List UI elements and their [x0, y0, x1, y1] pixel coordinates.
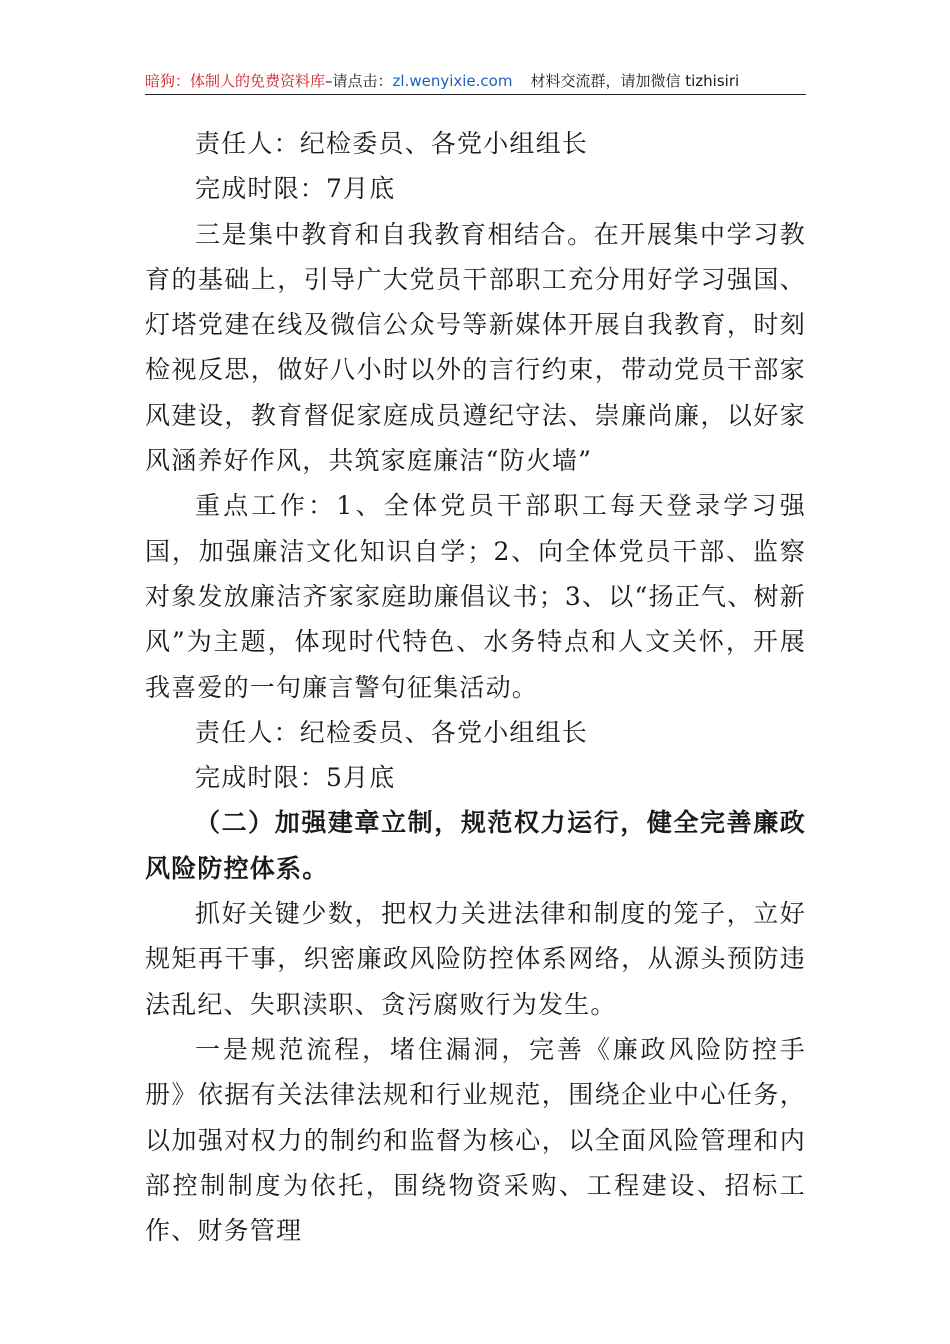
page-header [145, 68, 806, 94]
header-separator: –请点击： [325, 72, 393, 90]
paragraph-point-three: 三是集中教育和自我教育相结合。在开展集中学习教育的基础上，引导广大党员干部职工充分用好学习强国、灯塔党建在线及微信公众号等新媒体开展自我教育，时刻检视反思，做好八小时以外的言行约束，带动党员干部家风建设，教育督促家庭成员遵纪守法、崇廉尚廉，以好家风涵养好作风，共筑家庭廉洁“防火墙” [145, 219, 806, 476]
paragraph-point-one: 一是规范流程，堵住漏洞，完善《廉政风险防控手册》依据有关法律法规和行业规范，围绕企业中心任务，以加强对权力的制约和监督为核心，以全面风险管理和内部控制制度为依托，围绕物资采购、工程建设、招标工作、财务管理 [145, 1034, 806, 1246]
paragraph-responsible-2: 责任人：纪检委员、各党小组组长 [195, 717, 589, 747]
document-body [145, 121, 806, 1253]
header-contact: 材料交流群，请加微信 tizhisiri [530, 72, 740, 90]
paragraph-key-minority: 抓好关键少数，把权力关进法律和制度的笼子，立好规矩再干事，织密廉政风险防控体系网络，从源头预防违法乱纪、失职渎职、贪污腐败行为发生。 [145, 899, 806, 1019]
section-heading-two: （二）加强建章立制，规范权力运行，健全完善廉政风险防控体系。 [145, 808, 806, 883]
header-divider [145, 94, 806, 95]
header-link[interactable]: zl.wenyixie.com [392, 72, 513, 90]
paragraph-key-work: 重点工作：1、全体党员干部职工每天登录学习强国，加强廉洁文化知识自学；2、向全体党员干部、监察对象发放廉洁齐家家庭助廉倡议书；3、以“扬正气、树新风”为主题，体现时代特色、水务特点和人文关怀，开展我喜爱的一句廉言警句征集活动。 [145, 491, 806, 702]
paragraph-deadline-2: 完成时限：5月底 [195, 763, 396, 793]
header-brand: 暗狗：体制人的免费资料库 [145, 72, 326, 90]
paragraph-deadline-1: 完成时限：7月底 [195, 174, 396, 204]
paragraph-responsible-1: 责任人：纪检委员、各党小组组长 [195, 129, 589, 158]
